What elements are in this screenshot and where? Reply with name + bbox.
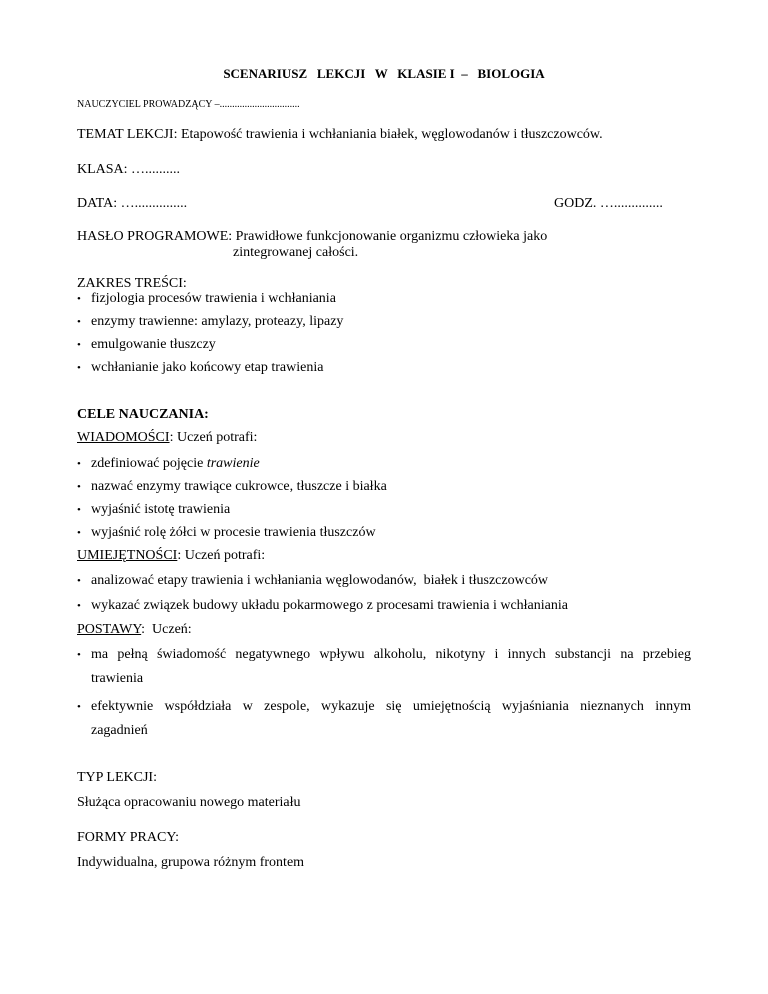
class-line: KLASA: ….......... [77, 162, 181, 177]
knowledge-item: nazwać enzymy trawiące cukrowce, tłuszcze i białka [91, 479, 387, 494]
motto-line-1: HASŁO PROGRAMOWE: Prawidłowe funkcjonowanie organizmu człowieka jako [77, 229, 548, 244]
attitudes-item-line: zagadnień [91, 723, 148, 738]
bullet: • [77, 701, 81, 713]
skills-item: analizować etapy trawienia i wchłaniania węglowodanów, białek i tłuszczowców [91, 573, 549, 588]
knowledge-item-term: trawienie [206, 456, 260, 471]
lesson-type-heading: TYP LEKCJI: [77, 770, 157, 785]
document-title: SCENARIUSZ LEKCJI W KLASIE I – BIOLOGIA [223, 66, 545, 81]
knowledge-item [91, 456, 260, 472]
lesson-type-value: Służąca opracowaniu nowego materiału [77, 795, 301, 810]
scope-item: enzymy trawienne: amylazy, proteazy, lipazy [91, 314, 344, 329]
attitudes-label: POSTAWY [77, 622, 142, 637]
teacher-line: NAUCZYCIEL PROWADZĄCY –................................ [77, 99, 300, 110]
scope-item: wchłanianie jako końcowy etap trawienia [91, 360, 324, 375]
motto-line-2: zintegrowanej całości. [233, 245, 359, 260]
skills-label: UMIEJĘTNOŚCI [77, 548, 178, 563]
bullet: • [77, 339, 81, 351]
knowledge-item: wyjaśnić rolę żółci w procesie trawienia tłuszczów [91, 525, 376, 540]
scope-item: fizjologia procesów trawienia i wchłaniania [91, 291, 336, 306]
knowledge-label: WIADOMOŚCI [77, 430, 170, 445]
knowledge-heading [77, 430, 257, 446]
bullet: • [77, 293, 81, 305]
scope-heading: ZAKRES TREŚCI: [77, 276, 187, 291]
bullet: • [77, 458, 81, 470]
knowledge-item-prefix: zdefiniować pojęcie [91, 456, 207, 471]
knowledge-rest: : Uczeń potrafi: [169, 430, 258, 445]
date-line: DATA: …............... [77, 196, 188, 211]
bullet: • [77, 504, 81, 516]
attitudes-rest: : Uczeń: [141, 622, 192, 637]
bullet: • [77, 575, 81, 587]
bullet: • [77, 316, 81, 328]
attitudes-item-line: ma pełną świadomość negatywnego wpływu alkoholu, nikotyny i innych substancji na przebieg [91, 647, 691, 662]
attitudes-heading [77, 622, 192, 638]
bullet: • [77, 481, 81, 493]
attitudes-item-line: trawienia [91, 671, 144, 686]
lesson-topic: TEMAT LEKCJI: Etapowość trawienia i wchłaniania białek, węglowodanów i tłuszczowców. [77, 127, 603, 142]
skills-item: wykazać związek budowy układu pokarmowego z procesami trawienia i wchłaniania [91, 598, 568, 613]
work-forms-heading: FORMY PRACY: [77, 830, 180, 845]
bullet: • [77, 600, 81, 612]
skills-rest: : Uczeń potrafi: [177, 548, 266, 563]
bullet: • [77, 649, 81, 661]
work-forms-value: Indywidualna, grupowa różnym frontem [77, 855, 305, 870]
goals-heading: CELE NAUCZANIA: [77, 407, 209, 422]
bullet: • [77, 527, 81, 539]
knowledge-item: wyjaśnić istotę trawienia [91, 502, 231, 517]
bullet: • [77, 362, 81, 374]
scope-item: emulgowanie tłuszczy [91, 337, 216, 352]
attitudes-item-line: efektywnie współdziała w zespole, wykazuje się umiejętnością wyjaśniania nieznanych innym [91, 699, 691, 714]
skills-heading [77, 548, 265, 564]
hour-line: GODZ. ….............. [554, 196, 663, 211]
